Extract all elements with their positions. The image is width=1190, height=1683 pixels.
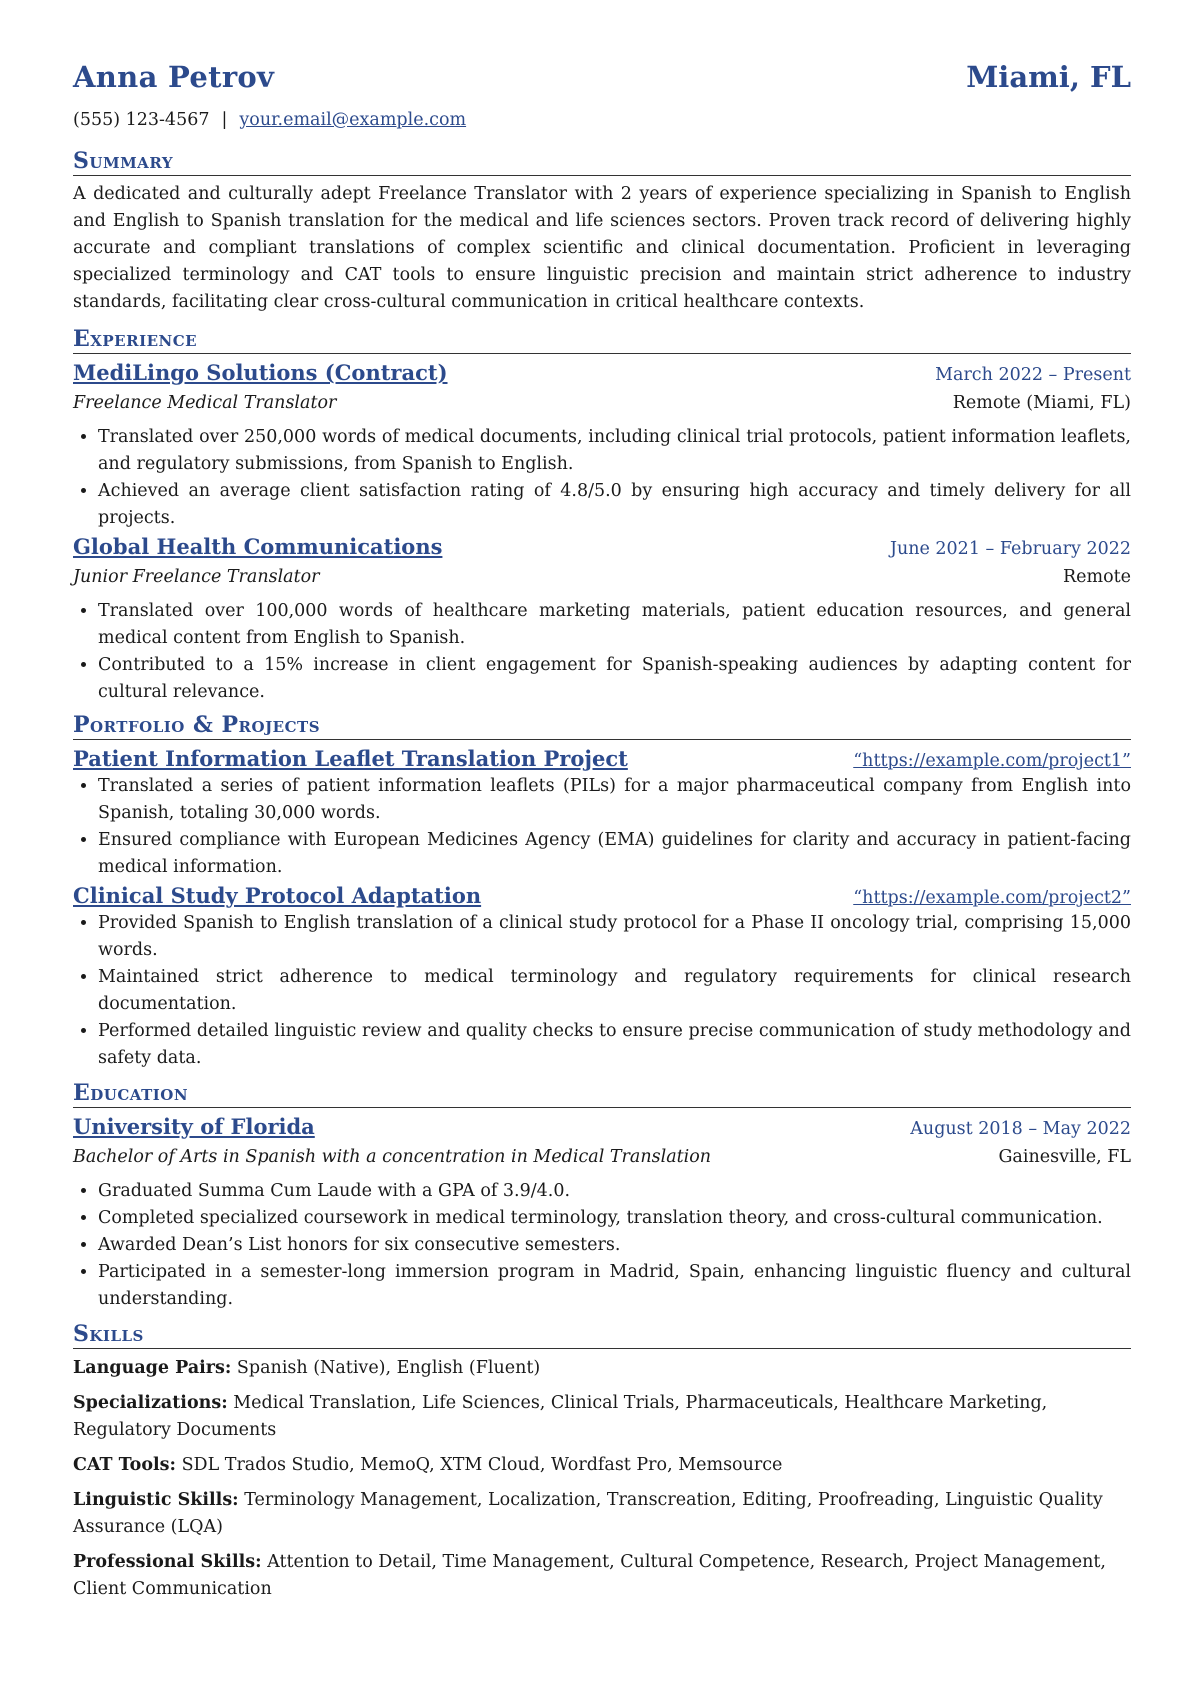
phone-number: (555) 123-4567 <box>73 110 210 130</box>
list-item: • Translated a series of patient information leaflets (PILs) for a major pharmaceutical company from English into Spanish, totaling 30,000 words. <box>98 773 1131 827</box>
job-location: Remote <box>1062 567 1131 587</box>
education-bullets <box>73 1178 1131 1313</box>
section-title-summary: Summary <box>73 148 1131 176</box>
contact-separator: | <box>221 110 228 130</box>
job-dates: March 2022 – Present <box>935 365 1131 385</box>
skill-value: Spanish (Native), English (Fluent) <box>236 1358 541 1378</box>
list-item: • Completed specialized coursework in medical terminology, translation theory, and cross-cultural communication. <box>98 1205 1131 1232</box>
project-name[interactable]: Patient Information Leaflet Translation Project <box>73 746 628 771</box>
list-item: • Awarded Dean’s List honors for six consecutive semesters. <box>98 1232 1131 1259</box>
summary-text: A dedicated and culturally adept Freelance Translator with 2 years of experience specializing in Spanish to English and English to Spanish translation for the medical and life sciences sectors. Proven track record of delivering highly accurate and compliant translations of complex scientific and clinical documentation. Proficient in leveraging specialized terminology and CAT tools to ensure linguistic precision and maintain strict adherence to industry standards, facilitating clear cross-cultural communication in critical healthcare contexts. <box>73 184 1131 312</box>
contact-line <box>73 110 1131 140</box>
company-name[interactable]: MediLingo Solutions (Contract) <box>73 360 448 385</box>
resume-header <box>73 60 1131 104</box>
skill-label: Linguistic Skills: <box>73 1490 239 1510</box>
skill-value: Attention to Detail, Time Management, Cultural Competence, Research, Project Management, Client Communication <box>73 1552 1106 1599</box>
job-bullets <box>73 598 1131 706</box>
skill-value: Terminology Management, Localization, Transcreation, Editing, Proofreading, Linguistic Quality Assurance (LQA) <box>73 1490 1103 1537</box>
skill-row <box>73 1549 1131 1603</box>
list-item: • Contributed to a 15% increase in client engagement for Spanish-speaking audiences by adapting content for cultural relevance. <box>98 652 1131 706</box>
skill-label: Professional Skills: <box>73 1552 262 1572</box>
section-title-experience: Experience <box>73 326 1131 354</box>
list-item: • Translated over 100,000 words of healthcare marketing materials, patient education resources, and general medical content from English to Spanish. <box>98 598 1131 652</box>
list-item: • Participated in a semester-long immersion program in Madrid, Spain, enhancing linguistic fluency and cultural understanding. <box>98 1259 1131 1313</box>
list-item: • Performed detailed linguistic review and quality checks to ensure precise communication of study methodology and safety data. <box>98 1018 1131 1072</box>
skill-row <box>73 1355 1131 1382</box>
education-dates: August 2018 – May 2022 <box>910 1119 1131 1139</box>
project-link[interactable]: “https://example.com/project1” <box>853 751 1131 771</box>
experience-entry <box>73 532 1131 706</box>
school-name[interactable]: University of Florida <box>73 1114 315 1139</box>
list-item: • Ensured compliance with European Medicines Agency (EMA) guidelines for clarity and accuracy in patient-facing medical information. <box>98 827 1131 881</box>
email-link[interactable]: your.email@example.com <box>239 110 467 130</box>
project-entry <box>73 744 1131 881</box>
skill-row <box>73 1487 1131 1541</box>
skill-row <box>73 1390 1131 1444</box>
skill-label: Specializations: <box>73 1393 228 1413</box>
list-item: • Maintained strict adherence to medical terminology and regulatory requirements for clinical research documentation. <box>98 964 1131 1018</box>
resume-page <box>73 60 1131 1603</box>
project-entry <box>73 881 1131 1072</box>
skill-label: CAT Tools: <box>73 1455 176 1475</box>
section-title-skills: Skills <box>73 1321 1131 1349</box>
project-link[interactable]: “https://example.com/project2” <box>853 888 1131 908</box>
skill-row <box>73 1452 1131 1479</box>
company-name[interactable]: Global Health Communications <box>73 534 443 559</box>
candidate-location: Miami, FL <box>966 60 1131 94</box>
skill-value: SDL Trados Studio, MemoQ, XTM Cloud, Wordfast Pro, Memsource <box>181 1455 783 1475</box>
job-role: Junior Freelance Translator <box>73 567 320 587</box>
section-title-education: Education <box>73 1080 1131 1108</box>
education-entry <box>73 1112 1131 1313</box>
experience-entry <box>73 358 1131 532</box>
job-dates: June 2021 – February 2022 <box>889 539 1131 559</box>
candidate-name: Anna Petrov <box>73 60 275 94</box>
project-bullets <box>73 910 1131 1072</box>
job-role: Freelance Medical Translator <box>73 393 337 413</box>
education-location: Gainesville, FL <box>998 1147 1131 1167</box>
skill-label: Language Pairs: <box>73 1358 232 1378</box>
job-bullets <box>73 424 1131 532</box>
project-bullets <box>73 773 1131 881</box>
list-item: • Provided Spanish to English translation of a clinical study protocol for a Phase II oncology trial, comprising 15,000 words. <box>98 910 1131 964</box>
list-item: • Achieved an average client satisfaction rating of 4.8/5.0 by ensuring high accuracy and timely delivery for all projects. <box>98 478 1131 532</box>
degree: Bachelor of Arts in Spanish with a concentration in Medical Translation <box>73 1147 712 1167</box>
project-name[interactable]: Clinical Study Protocol Adaptation <box>73 883 482 908</box>
job-location: Remote (Miami, FL) <box>952 393 1131 413</box>
section-title-projects: Portfolio & Projects <box>73 712 1131 740</box>
list-item: • Graduated Summa Cum Laude with a GPA of 3.9/4.0. <box>98 1178 1131 1205</box>
list-item: • Translated over 250,000 words of medical documents, including clinical trial protocols, patient information leaflets, and regulatory submissions, from Spanish to English. <box>98 424 1131 478</box>
skill-value: Medical Translation, Life Sciences, Clinical Trials, Pharmaceuticals, Healthcare Marketing, Regulatory Documents <box>73 1393 1048 1440</box>
